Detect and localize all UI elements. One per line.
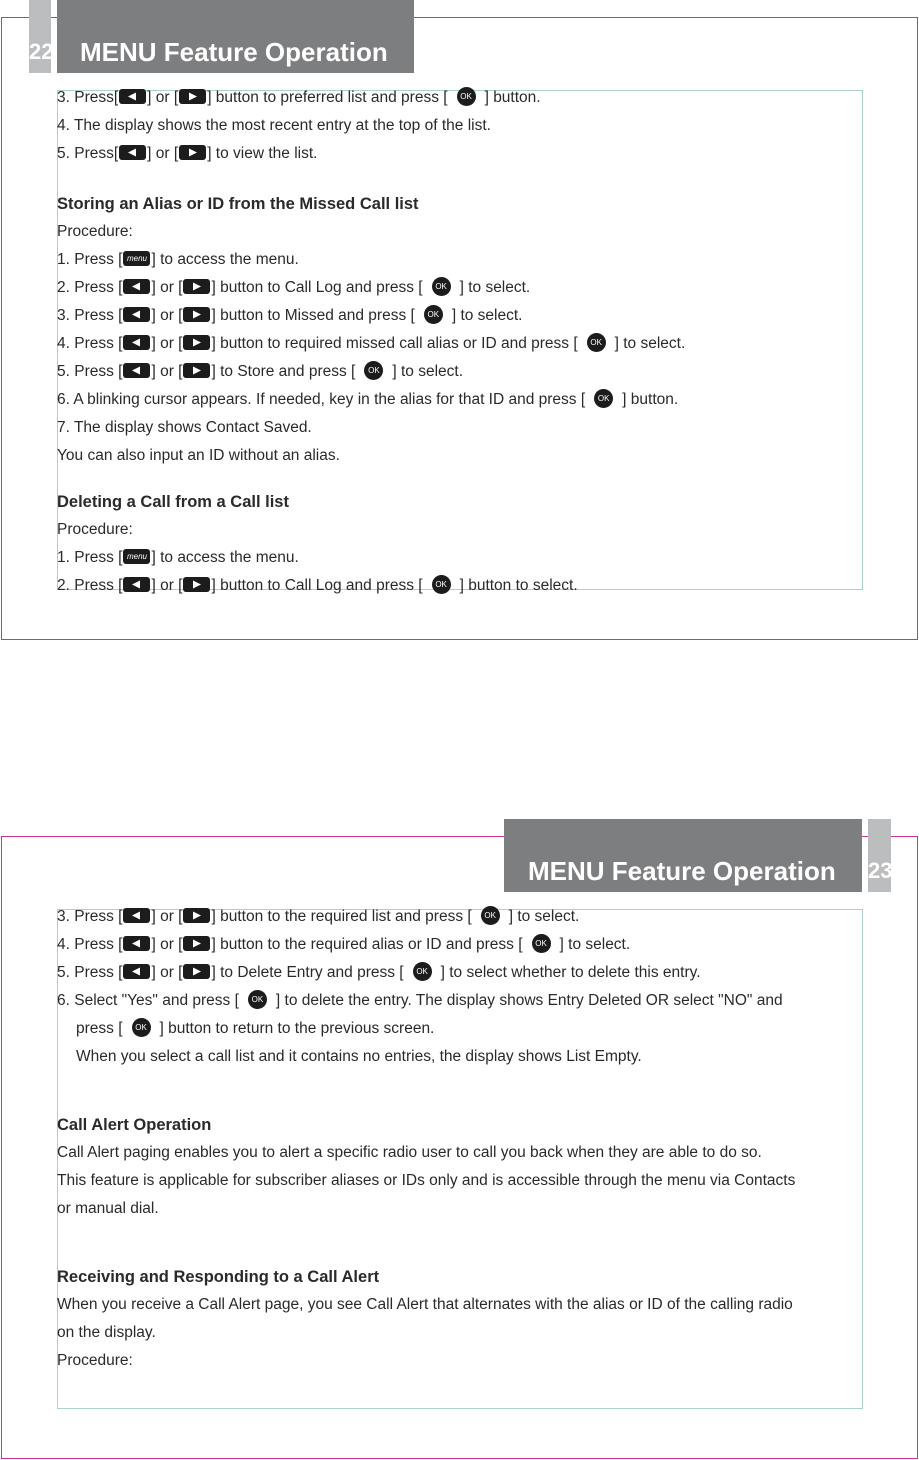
bottom-page-body xyxy=(57,903,795,1375)
paragraph-line: on the display. xyxy=(57,1324,156,1341)
page-header-title: MENU Feature Operation xyxy=(504,819,862,892)
step-line: 2. Press [ ] or [ ] button to Call Log and press [ OK ] button to select. xyxy=(57,577,578,594)
step-line: press [ OK ] button to return to the previous screen. xyxy=(76,1020,435,1037)
note-line: You can also input an ID without an alias. xyxy=(57,447,340,464)
ok-button-icon: OK xyxy=(481,906,500,925)
ok-button-icon: OK xyxy=(432,277,451,296)
step-line: 3. Press [ ] or [ ] button to Missed and press [ OK ] to select. xyxy=(57,307,523,324)
step-line: 7. The display shows Contact Saved. xyxy=(57,419,312,436)
page-number: 23 xyxy=(868,819,891,892)
step-line: 1. Press [ menu ] to access the menu. xyxy=(57,251,299,268)
right-arrow-key-icon xyxy=(183,279,210,294)
step-line: 5. Press [ ] or [ ] to Store and press [ OK ] to select. xyxy=(57,363,464,380)
top-page-body xyxy=(57,84,685,600)
note-line: When you select a call list and it contains no entries, the display shows List Empty. xyxy=(76,1048,642,1065)
section-heading: Receiving and Responding to a Call Alert xyxy=(57,1268,380,1286)
right-arrow-key-icon xyxy=(183,964,210,979)
step-line: 3. Press [ ] or [ ] button to the required list and press [ OK ] to select. xyxy=(57,908,580,925)
right-arrow-key-icon xyxy=(183,908,210,923)
menu-button-icon: menu xyxy=(123,549,150,564)
right-arrow-key-icon xyxy=(183,363,210,378)
page-header-title: MENU Feature Operation xyxy=(57,0,414,73)
ok-button-icon: OK xyxy=(432,575,451,594)
left-arrow-key-icon xyxy=(123,908,150,923)
paragraph-line: This feature is applicable for subscriber aliases or IDs only and is accessible through the menu via Contacts xyxy=(57,1172,796,1189)
step-line: 5. Press[ ] or [ ] to view the list. xyxy=(57,145,318,162)
paragraph-line: or manual dial. xyxy=(57,1200,159,1217)
section-heading: Call Alert Operation xyxy=(57,1116,212,1134)
procedure-label: Procedure: xyxy=(57,223,133,240)
paragraph-line: When you receive a Call Alert page, you see Call Alert that alternates with the alias or ID of the calling radio xyxy=(57,1296,793,1313)
procedure-label: Procedure: xyxy=(57,521,133,538)
paragraph-line: Call Alert paging enables you to alert a specific radio user to call you back when they are able to do so. xyxy=(57,1144,762,1161)
ok-button-icon: OK xyxy=(532,934,551,953)
left-arrow-key-icon xyxy=(123,936,150,951)
left-arrow-key-icon xyxy=(119,89,146,104)
page-number: 22 xyxy=(29,0,51,73)
left-arrow-key-icon xyxy=(119,145,146,160)
procedure-label: Procedure: xyxy=(57,1352,133,1369)
ok-button-icon: OK xyxy=(248,990,267,1009)
left-arrow-key-icon xyxy=(123,335,150,350)
right-arrow-key-icon xyxy=(183,307,210,322)
step-line: 4. Press [ ] or [ ] button to the required alias or ID and press [ OK ] to select. xyxy=(57,936,631,953)
step-line: 3. Press[ ] or [ ] button to preferred list and press [ OK ] button. xyxy=(57,89,541,106)
spacer xyxy=(57,1071,795,1111)
step-line: 6. Select "Yes" and press [ OK ] to delete the entry. The display shows Entry Deleted OR select "NO" and xyxy=(57,992,783,1009)
spacer xyxy=(57,470,685,488)
ok-button-icon: OK xyxy=(424,305,443,324)
step-line: 2. Press [ ] or [ ] button to Call Log and press [ OK ] to select. xyxy=(57,279,531,296)
left-arrow-key-icon xyxy=(123,363,150,378)
right-arrow-key-icon xyxy=(179,89,206,104)
spacer xyxy=(57,1223,795,1263)
left-arrow-key-icon xyxy=(123,964,150,979)
ok-button-icon: OK xyxy=(587,333,606,352)
section-heading: Deleting a Call from a Call list xyxy=(57,493,289,511)
right-arrow-key-icon xyxy=(183,936,210,951)
left-arrow-key-icon xyxy=(123,577,150,592)
spacer xyxy=(57,168,685,190)
section-heading: Storing an Alias or ID from the Missed Call list xyxy=(57,195,419,213)
ok-button-icon: OK xyxy=(413,962,432,981)
step-line: 5. Press [ ] or [ ] to Delete Entry and press [ OK ] to select whether to delete this entry. xyxy=(57,964,701,981)
ok-button-icon: OK xyxy=(594,389,613,408)
step-line: 1. Press [ menu ] to access the menu. xyxy=(57,549,299,566)
ok-button-icon: OK xyxy=(364,361,383,380)
ok-button-icon: OK xyxy=(457,87,476,106)
menu-button-icon: menu xyxy=(123,251,150,266)
left-arrow-key-icon xyxy=(123,307,150,322)
step-line: 6. A blinking cursor appears. If needed, key in the alias for that ID and press [ OK ] button. xyxy=(57,391,679,408)
left-arrow-key-icon xyxy=(123,279,150,294)
ok-button-icon: OK xyxy=(132,1018,151,1037)
right-arrow-key-icon xyxy=(179,145,206,160)
right-arrow-key-icon xyxy=(183,577,210,592)
step-line: 4. The display shows the most recent entry at the top of the list. xyxy=(57,117,491,134)
step-line: 4. Press [ ] or [ ] button to required missed call alias or ID and press [ OK ] to select. xyxy=(57,335,686,352)
right-arrow-key-icon xyxy=(183,335,210,350)
